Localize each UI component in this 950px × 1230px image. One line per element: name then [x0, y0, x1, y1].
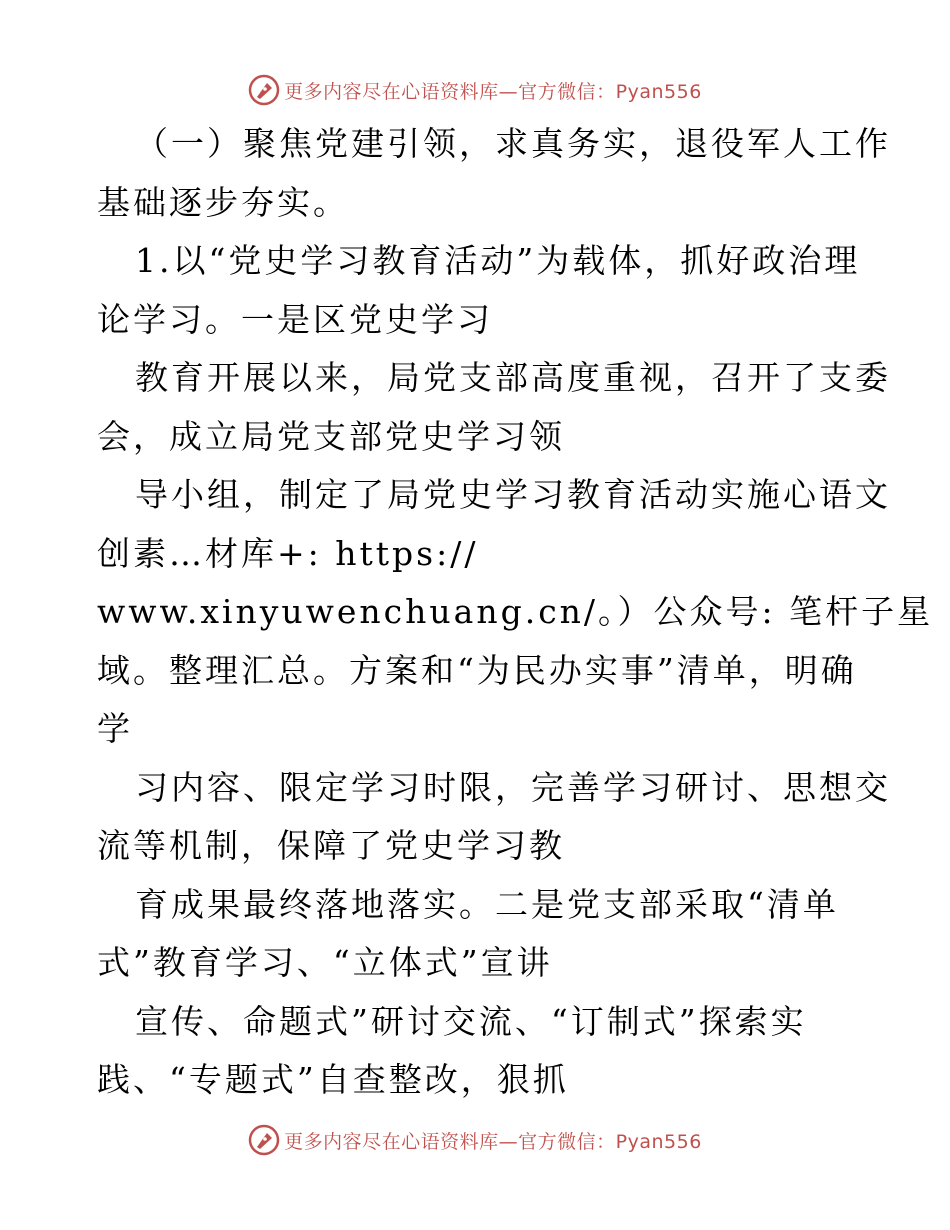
paragraph-line: 创素…材库+: https:// [97, 533, 479, 573]
paragraph-line: 宣传、命题式”研讨交流、“订制式”探索实 [135, 1001, 807, 1041]
paragraph-line: 践、“专题式”自查整改，狠抓 [97, 1060, 569, 1099]
footer-banner-text: 更多内容尽在心语资料库—官方微信：Pyan556 [284, 1130, 702, 1153]
paragraph-line: 论学习。一是区党史学习 [97, 299, 493, 339]
paragraph-line: 习内容、限定学习时限，完善学习研讨、思想交 [135, 767, 891, 807]
pen-nib-logo-icon [248, 1124, 280, 1156]
paragraph-line: 会，成立局党支部党史学习领 [97, 416, 565, 456]
document-body [97, 115, 934, 1110]
paragraph-line: 教育开展以来，局党支部高度重视，召开了支委 [135, 358, 891, 397]
header-banner-text: 更多内容尽在心语资料库—官方微信：Pyan556 [284, 80, 702, 103]
header-banner [0, 70, 950, 110]
paragraph-line: 学 [97, 709, 133, 748]
footer-banner [0, 1120, 950, 1160]
paragraph-line: 育成果最终落地落实。二是党支部采取“清单 [135, 884, 839, 924]
pen-nib-logo-icon [248, 74, 280, 106]
paragraph-line: 1.以“党史学习教育活动”为载体，抓好政治理 [135, 241, 861, 280]
paragraph-line: 基础逐步夯实。 [97, 182, 349, 222]
paragraph-line: 式”教育学习、“立体式”宣讲 [97, 943, 553, 982]
paragraph-line: （一）聚焦党建引领，求真务实，退役军人工作 [135, 124, 891, 163]
paragraph-line: 导小组，制定了局党史学习教育活动实施心语文 [135, 475, 891, 514]
paragraph-line: 流等机制，保障了党史学习教 [97, 826, 565, 865]
paragraph-line: 域。整理汇总。方案和“为民办实事”清单，明确 [97, 650, 857, 690]
paragraph-line: www.xinyuwenchuang.cn/。）公众号: 笔杆子星 [97, 592, 934, 631]
